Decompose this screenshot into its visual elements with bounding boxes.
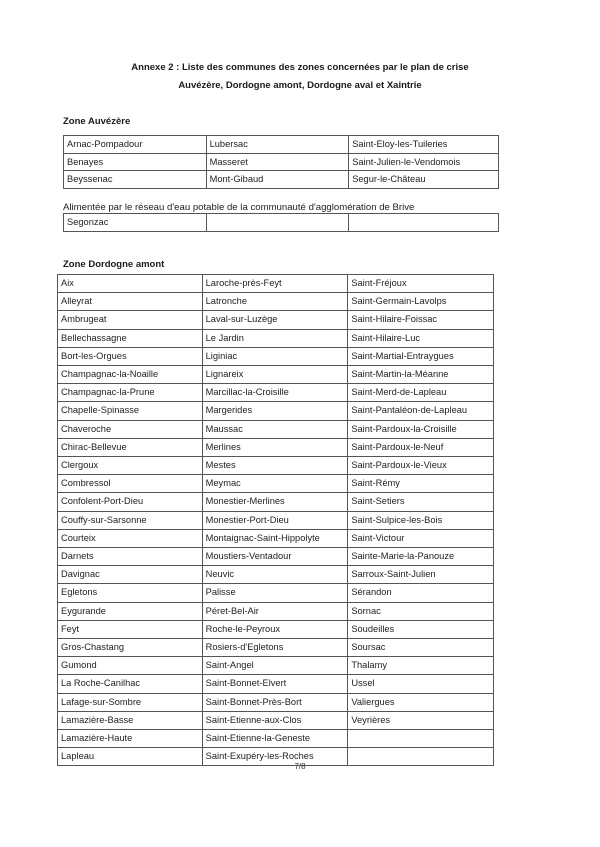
table-cell: Lapleau <box>58 748 203 766</box>
table-cell: Saint-Angel <box>202 657 348 675</box>
table-cell: Péret-Bel-Air <box>202 602 348 620</box>
table-cell: Liginiac <box>202 347 348 365</box>
table-cell: Champagnac-la-Prune <box>58 384 203 402</box>
table-cell: Thalamy <box>348 657 494 675</box>
table-row <box>58 366 494 384</box>
zone-auvezere-table <box>63 135 499 189</box>
table-cell: Saint-Bonnet-Elvert <box>202 675 348 693</box>
table-cell: Saint-Germain-Lavolps <box>348 293 494 311</box>
table-row <box>58 529 494 547</box>
table-cell: Valiergues <box>348 693 494 711</box>
table-cell: Saint-Setiers <box>348 493 494 511</box>
table-cell: Saint-Bonnet-Près-Bort <box>202 693 348 711</box>
table-cell: Egletons <box>58 584 203 602</box>
table-cell: Moustiers-Ventadour <box>202 548 348 566</box>
table-row <box>58 402 494 420</box>
zone-dordogne-amont-body <box>58 275 494 766</box>
brive-supply-note: Alimentée par le réseau d'eau potable de la communauté d'agglomération de Brive <box>63 202 415 213</box>
zone-auvezere-extra-table <box>63 213 499 232</box>
table-row <box>58 548 494 566</box>
table-cell: Lamazière-Basse <box>58 711 203 729</box>
table-cell: Soursac <box>348 639 494 657</box>
table-cell: Saint-Martin-la-Méanne <box>348 366 494 384</box>
table-cell: Sornac <box>348 602 494 620</box>
table-cell: Saint-Pantaléon-de-Lapleau <box>348 402 494 420</box>
table-row <box>58 493 494 511</box>
table-cell: Couffy-sur-Sarsonne <box>58 511 203 529</box>
table-row <box>58 511 494 529</box>
table-cell: Soudeilles <box>348 620 494 638</box>
table-cell: Neuvic <box>202 566 348 584</box>
table-cell: Segonzac <box>64 214 207 232</box>
table-cell: Bellechassagne <box>58 329 203 347</box>
table-cell: Rosiers-d'Egletons <box>202 639 348 657</box>
table-cell: Eygurande <box>58 602 203 620</box>
table-cell: Saint-Merd-de-Lapleau <box>348 384 494 402</box>
table-row <box>64 153 499 171</box>
table-cell: Lubersac <box>206 136 349 154</box>
table-cell: Sérandon <box>348 584 494 602</box>
table-row <box>58 311 494 329</box>
table-row <box>58 584 494 602</box>
table-cell: Monestier-Port-Dieu <box>202 511 348 529</box>
table-cell: Ussel <box>348 675 494 693</box>
page-number: 7/8 <box>294 762 306 771</box>
table-cell: Maussac <box>202 420 348 438</box>
table-cell <box>206 214 349 232</box>
table-cell: Alleyrat <box>58 293 203 311</box>
table-row <box>64 171 499 189</box>
table-cell: Benayes <box>64 153 207 171</box>
table-cell: Chaveroche <box>58 420 203 438</box>
table-cell <box>348 730 494 748</box>
table-cell: Sarroux-Saint-Julien <box>348 566 494 584</box>
table-cell: Margerides <box>202 402 348 420</box>
table-cell: Darnets <box>58 548 203 566</box>
table-cell: Saint-Fréjoux <box>348 275 494 293</box>
document-title-line-2: Auvézère, Dordogne amont, Dordogne aval et Xaintrie <box>178 80 422 91</box>
table-row <box>58 438 494 456</box>
table-row <box>64 136 499 154</box>
table-cell: Saint-Julien-le-Vendomois <box>349 153 499 171</box>
table-row <box>58 329 494 347</box>
table-cell: Laroche-près-Feyt <box>202 275 348 293</box>
table-cell: Saint-Rémy <box>348 475 494 493</box>
document-title-line-1: Annexe 2 : Liste des communes des zones concernées par le plan de crise <box>131 62 469 73</box>
table-row <box>58 275 494 293</box>
zone-dordogne-amont-heading: Zone Dordogne amont <box>63 259 165 270</box>
table-row <box>58 693 494 711</box>
table-row <box>58 602 494 620</box>
table-cell: Beyssenac <box>64 171 207 189</box>
table-cell: Saint-Victour <box>348 529 494 547</box>
table-cell: Saint-Etienne-la-Geneste <box>202 730 348 748</box>
table-row <box>58 420 494 438</box>
table-cell: Sainte-Marie-la-Panouze <box>348 548 494 566</box>
table-cell: Gros-Chastang <box>58 639 203 657</box>
table-cell: Champagnac-la-Noaille <box>58 366 203 384</box>
table-cell <box>349 214 499 232</box>
table-cell: La Roche-Canilhac <box>58 675 203 693</box>
table-cell: Saint-Sulpice-les-Bois <box>348 511 494 529</box>
table-row <box>58 730 494 748</box>
table-cell: Montaignac-Saint-Hippolyte <box>202 529 348 547</box>
table-cell: Saint-Etienne-aux-Clos <box>202 711 348 729</box>
table-cell: Saint-Pardoux-le-Neuf <box>348 438 494 456</box>
table-cell: Saint-Martial-Entraygues <box>348 347 494 365</box>
table-row <box>58 347 494 365</box>
table-cell: Saint-Pardoux-la-Croisille <box>348 420 494 438</box>
table-row <box>58 675 494 693</box>
table-cell: Confolent-Port-Dieu <box>58 493 203 511</box>
table-cell: Mont-Gibaud <box>206 171 349 189</box>
table-cell: Combressol <box>58 475 203 493</box>
table-row <box>58 566 494 584</box>
table-cell: Lamazière-Haute <box>58 730 203 748</box>
table-cell: Davignac <box>58 566 203 584</box>
table-row <box>58 657 494 675</box>
zone-auvezere-body <box>64 136 499 189</box>
table-cell: Lignareix <box>202 366 348 384</box>
table-cell: Saint-Hilaire-Luc <box>348 329 494 347</box>
table-cell: Saint-Pardoux-le-Vieux <box>348 457 494 475</box>
table-cell: Courteix <box>58 529 203 547</box>
table-cell: Roche-le-Peyroux <box>202 620 348 638</box>
table-cell: Merlines <box>202 438 348 456</box>
table-cell: Le Jardin <box>202 329 348 347</box>
zone-dordogne-amont-table <box>57 274 494 766</box>
table-cell: Saint-Eloy-les-Tuileries <box>349 136 499 154</box>
table-row <box>58 457 494 475</box>
table-cell: Palisse <box>202 584 348 602</box>
table-cell: Segur-le-Château <box>349 171 499 189</box>
table-cell: Clergoux <box>58 457 203 475</box>
table-row <box>58 293 494 311</box>
table-cell: Arnac-Pompadour <box>64 136 207 154</box>
table-cell: Feyt <box>58 620 203 638</box>
table-row <box>58 475 494 493</box>
table-row <box>64 214 499 232</box>
table-row <box>58 711 494 729</box>
table-cell: Aix <box>58 275 203 293</box>
table-cell: Chapelle-Spinasse <box>58 402 203 420</box>
table-cell: Mestes <box>202 457 348 475</box>
table-cell: Ambrugeat <box>58 311 203 329</box>
table-cell: Bort-les-Orgues <box>58 347 203 365</box>
table-row <box>58 620 494 638</box>
table-cell: Lafage-sur-Sombre <box>58 693 203 711</box>
table-cell: Meymac <box>202 475 348 493</box>
table-cell: Saint-Hilaire-Foissac <box>348 311 494 329</box>
table-cell: Chirac-Bellevue <box>58 438 203 456</box>
table-row <box>58 384 494 402</box>
table-cell: Latronche <box>202 293 348 311</box>
table-cell: Laval-sur-Luzège <box>202 311 348 329</box>
table-row <box>58 639 494 657</box>
table-cell: Saint-Exupéry-les-Roches <box>202 748 348 766</box>
table-cell: Gumond <box>58 657 203 675</box>
table-cell: Veyrières <box>348 711 494 729</box>
table-cell: Monestier-Merlines <box>202 493 348 511</box>
zone-auvezere-heading: Zone Auvézère <box>63 116 131 127</box>
table-cell: Masseret <box>206 153 349 171</box>
table-cell: Marcillac-la-Croisille <box>202 384 348 402</box>
